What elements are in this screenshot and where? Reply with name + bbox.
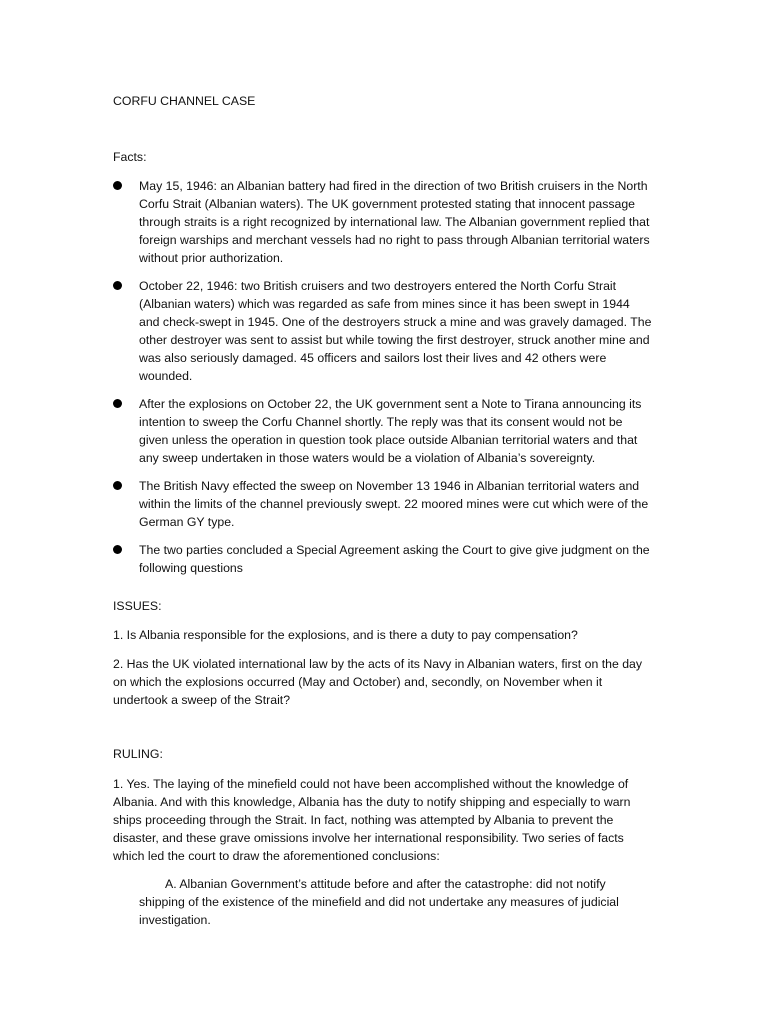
ruling-subparagraph: A. Albanian Government’s attitude before and after the catastrophe: did not notify shipping of the existence of the minefield and did not undertake any measures of judicial investigation. [139, 877, 619, 927]
ruling-paragraph: 1. Yes. The laying of the minefield could not have been accomplished without the knowledge of Albania. And with this knowledge, Albania has the duty to notify shipping and especially to warn ships proceeding through the Strait. In fact, nothing was attempted by Albania to prevent the disaster, and these grave omissions involve her international responsibility. Two series of facts which led the court to draw the aforementioned conclusions: [113, 777, 631, 863]
facts-list [113, 177, 653, 587]
fact-text: October 22, 1946: two British cruisers and two destroyers entered the North Corfu Strait (Albanian waters) which was regarded as safe from mines since it has been swept in 1944 and check-swept in 1945. One of the destroyers struck a mine and was gravely damaged. The other destroyer was sent to assist but while towing the first destroyer, struck another mine and was also seriously damaged. 45 officers and sailors lost their lives and 42 others were wounded. [139, 279, 652, 383]
fact-item [113, 477, 653, 531]
issue-paragraph: 2. Has the UK violated international law by the acts of its Navy in Albanian waters, first on the day on which the explosions occurred (May and October) and, secondly, on November when it undertook a sweep of the Strait? [113, 657, 643, 707]
bullet-icon [113, 545, 122, 554]
ruling-heading: RULING: [113, 747, 163, 761]
facts-heading: Facts: [113, 150, 147, 164]
bullet-icon [113, 481, 122, 490]
bullet-icon [113, 181, 122, 190]
fact-text: After the explosions on October 22, the UK government sent a Note to Tirana announcing its intention to sweep the Corfu Channel shortly. The reply was that its consent would not be given unless the operation in question took place outside Albanian territorial waters and that any sweep undertaken in those waters would be a violation of Albania’s sovereignty. [139, 397, 642, 465]
document-title: CORFU CHANNEL CASE [113, 94, 256, 108]
fact-text: The two parties concluded a Special Agreement asking the Court to give give judgment on the following questions [139, 543, 650, 575]
fact-text: The British Navy effected the sweep on November 13 1946 in Albanian territorial waters and within the limits of the channel previously swept. 22 moored mines were cut which were of the German GY type. [139, 479, 649, 529]
issues-heading: ISSUES: [113, 599, 162, 613]
fact-item [113, 541, 653, 577]
fact-item [113, 277, 653, 385]
fact-item [113, 177, 653, 267]
bullet-icon [113, 399, 122, 408]
bullet-icon [113, 281, 122, 290]
fact-item [113, 395, 653, 467]
issue-paragraph: 1. Is Albania responsible for the explosions, and is there a duty to pay compensation? [113, 628, 578, 642]
fact-text: May 15, 1946: an Albanian battery had fired in the direction of two British cruisers in the North Corfu Strait (Albanian waters). The UK government protested stating that innocent passage through straits is a right recognized by international law. The Albanian government replied that foreign warships and merchant vessels had no right to pass through Albanian territorial waters without prior authorization. [139, 179, 650, 265]
